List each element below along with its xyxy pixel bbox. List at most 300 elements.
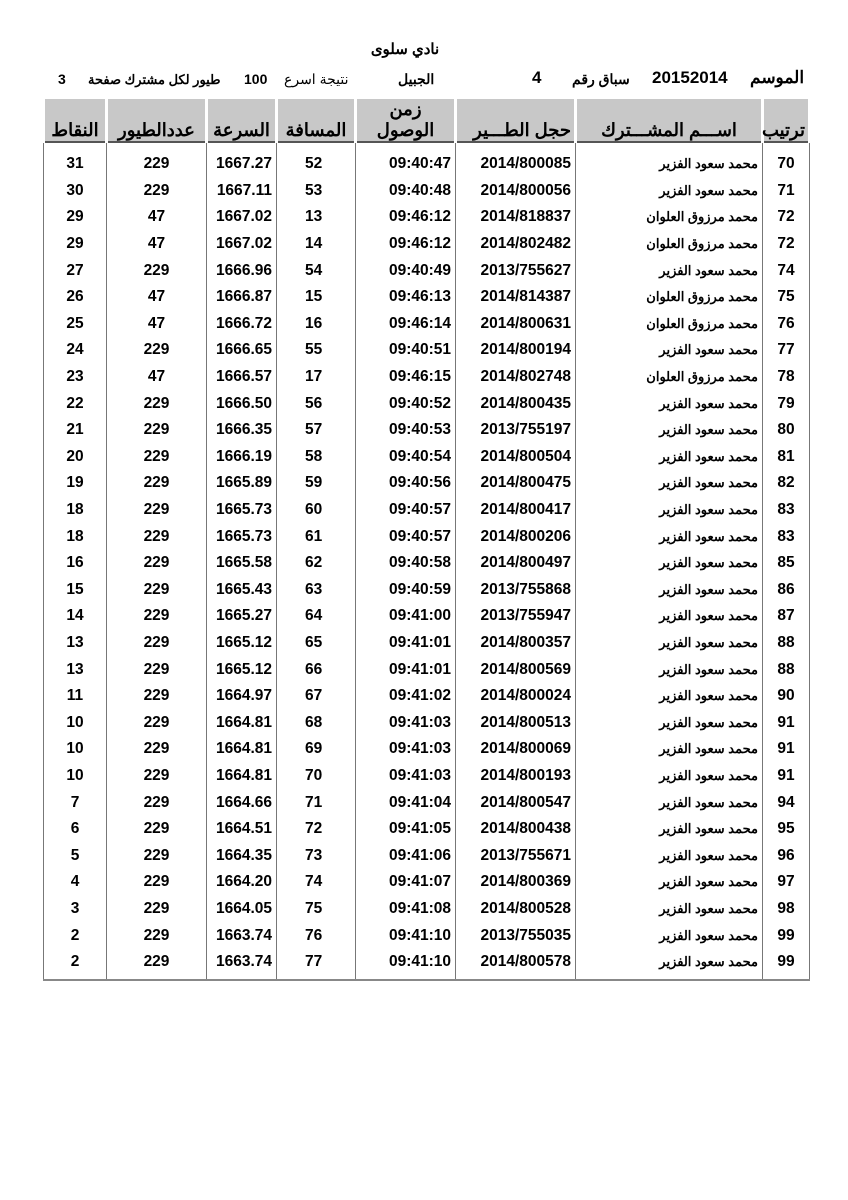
cell-rank: 82 (763, 470, 810, 497)
cell-dist: 14 (277, 231, 356, 258)
cell-speed: 1664.51 (207, 816, 277, 843)
table-row (44, 603, 810, 630)
cell-birds: 229 (107, 577, 207, 604)
cell-dist: 56 (277, 390, 356, 417)
cell-rank: 76 (763, 311, 810, 338)
table-row (44, 922, 810, 949)
cell-time: 09:41:04 (356, 789, 456, 816)
cell-birds: 47 (107, 311, 207, 338)
cell-birds: 229 (107, 842, 207, 869)
cell-dist: 55 (277, 337, 356, 364)
table-row (44, 178, 810, 205)
cell-name: محمد سعود الفزير (576, 683, 763, 710)
cell-rank: 99 (763, 949, 810, 981)
race-location: الجبيل (398, 71, 435, 87)
cell-dist: 15 (277, 284, 356, 311)
cell-speed: 1664.81 (207, 709, 277, 736)
cell-name: محمد سعود الفزير (576, 656, 763, 683)
cell-rank: 88 (763, 656, 810, 683)
cell-points: 24 (44, 337, 107, 364)
cell-birds: 229 (107, 417, 207, 444)
cell-birds: 229 (107, 444, 207, 471)
table-row (44, 257, 810, 284)
cell-speed: 1667.02 (207, 231, 277, 258)
table-row (44, 311, 810, 338)
cell-ring: 2014/802482 (456, 231, 576, 258)
cell-rank: 70 (763, 142, 810, 178)
cell-ring: 2014/800547 (456, 789, 576, 816)
col-points: النقاط (44, 98, 107, 143)
cell-birds: 229 (107, 178, 207, 205)
cell-name: محمد سعود الفزير (576, 257, 763, 284)
cell-name: محمد سعود الفزير (576, 763, 763, 790)
cell-speed: 1664.81 (207, 736, 277, 763)
cell-rank: 72 (763, 231, 810, 258)
cell-points: 7 (44, 789, 107, 816)
cell-ring: 2013/755035 (456, 922, 576, 949)
cell-birds: 229 (107, 789, 207, 816)
cell-speed: 1664.66 (207, 789, 277, 816)
cell-speed: 1664.05 (207, 896, 277, 923)
cell-rank: 97 (763, 869, 810, 896)
table-row (44, 523, 810, 550)
cell-time: 09:40:48 (356, 178, 456, 205)
cell-time: 09:40:58 (356, 550, 456, 577)
table-body (44, 142, 810, 980)
cell-ring: 2014/800194 (456, 337, 576, 364)
cell-time: 09:41:03 (356, 736, 456, 763)
cell-name: محمد سعود الفزير (576, 709, 763, 736)
cell-time: 09:41:08 (356, 896, 456, 923)
cell-time: 09:40:51 (356, 337, 456, 364)
cell-time: 09:41:05 (356, 816, 456, 843)
cell-birds: 229 (107, 390, 207, 417)
cell-time: 09:40:59 (356, 577, 456, 604)
cell-ring: 2014/800206 (456, 523, 576, 550)
cell-points: 16 (44, 550, 107, 577)
table-row (44, 497, 810, 524)
cell-name: محمد مرزوق العلوان (576, 364, 763, 391)
cell-rank: 87 (763, 603, 810, 630)
cell-birds: 229 (107, 497, 207, 524)
table-row (44, 736, 810, 763)
cell-dist: 69 (277, 736, 356, 763)
cell-speed: 1665.12 (207, 656, 277, 683)
cell-birds: 229 (107, 736, 207, 763)
cell-time: 09:40:47 (356, 142, 456, 178)
col-distance: المسافة (277, 98, 356, 143)
cell-speed: 1664.35 (207, 842, 277, 869)
cell-ring: 2014/800369 (456, 869, 576, 896)
cell-rank: 96 (763, 842, 810, 869)
cell-dist: 62 (277, 550, 356, 577)
cell-points: 30 (44, 178, 107, 205)
table-row (44, 417, 810, 444)
table-row (44, 949, 810, 981)
cell-dist: 57 (277, 417, 356, 444)
cell-name: محمد سعود الفزير (576, 497, 763, 524)
table-row (44, 231, 810, 258)
cell-time: 09:41:10 (356, 949, 456, 981)
cell-rank: 88 (763, 630, 810, 657)
cell-dist: 60 (277, 497, 356, 524)
cell-ring: 2014/800504 (456, 444, 576, 471)
cell-speed: 1664.20 (207, 869, 277, 896)
cell-points: 29 (44, 204, 107, 231)
cell-name: محمد سعود الفزير (576, 869, 763, 896)
cell-ring: 2014/800513 (456, 709, 576, 736)
col-birds: عددالطيور (107, 98, 207, 143)
table-row (44, 390, 810, 417)
table-row (44, 656, 810, 683)
cell-speed: 1664.81 (207, 763, 277, 790)
cell-rank: 90 (763, 683, 810, 710)
cell-dist: 54 (277, 257, 356, 284)
season-label: الموسم (750, 68, 805, 87)
cell-time: 09:41:01 (356, 656, 456, 683)
table-row (44, 896, 810, 923)
cell-name: محمد سعود الفزير (576, 444, 763, 471)
table-row (44, 577, 810, 604)
table-row (44, 789, 810, 816)
cell-speed: 1666.96 (207, 257, 277, 284)
cell-points: 2 (44, 949, 107, 981)
cell-points: 10 (44, 763, 107, 790)
cell-points: 13 (44, 656, 107, 683)
table-row (44, 550, 810, 577)
cell-ring: 2014/800024 (456, 683, 576, 710)
cell-birds: 229 (107, 142, 207, 178)
cell-birds: 229 (107, 922, 207, 949)
table-row (44, 683, 810, 710)
col-time: زمن الوصول (356, 98, 456, 143)
cell-time: 09:41:10 (356, 922, 456, 949)
cell-name: محمد سعود الفزير (576, 896, 763, 923)
cell-ring: 2013/755947 (456, 603, 576, 630)
page-number: 3 (58, 71, 66, 87)
cell-name: محمد سعود الفزير (576, 178, 763, 205)
cell-speed: 1666.19 (207, 444, 277, 471)
cell-dist: 68 (277, 709, 356, 736)
table-row (44, 763, 810, 790)
cell-ring: 2014/800357 (456, 630, 576, 657)
cell-dist: 16 (277, 311, 356, 338)
cell-dist: 70 (277, 763, 356, 790)
cell-rank: 91 (763, 763, 810, 790)
cell-points: 27 (44, 257, 107, 284)
cell-rank: 98 (763, 896, 810, 923)
cell-ring: 2014/800497 (456, 550, 576, 577)
cell-dist: 63 (277, 577, 356, 604)
cell-name: محمد سعود الفزير (576, 816, 763, 843)
cell-speed: 1665.89 (207, 470, 277, 497)
cell-ring: 2014/800085 (456, 142, 576, 178)
race-number: 4 (532, 68, 542, 87)
cell-rank: 91 (763, 709, 810, 736)
table-row (44, 204, 810, 231)
col-speed: السرعة (207, 98, 277, 143)
cell-ring: 2013/755868 (456, 577, 576, 604)
cell-time: 09:40:57 (356, 497, 456, 524)
cell-ring: 2014/800569 (456, 656, 576, 683)
table-row (44, 842, 810, 869)
cell-speed: 1665.27 (207, 603, 277, 630)
cell-speed: 1666.57 (207, 364, 277, 391)
cell-time: 09:41:03 (356, 709, 456, 736)
cell-points: 18 (44, 497, 107, 524)
cell-dist: 67 (277, 683, 356, 710)
cell-rank: 81 (763, 444, 810, 471)
cell-speed: 1665.12 (207, 630, 277, 657)
cell-points: 14 (44, 603, 107, 630)
cell-time: 09:40:53 (356, 417, 456, 444)
cell-points: 10 (44, 709, 107, 736)
col-name: اســـم المشـــترك (576, 98, 763, 143)
cell-dist: 74 (277, 869, 356, 896)
cell-time: 09:41:03 (356, 763, 456, 790)
cell-speed: 1665.73 (207, 497, 277, 524)
cell-points: 25 (44, 311, 107, 338)
cell-name: محمد سعود الفزير (576, 922, 763, 949)
cell-dist: 58 (277, 444, 356, 471)
club-name: نادي سلوى (370, 41, 440, 58)
cell-points: 11 (44, 683, 107, 710)
cell-dist: 71 (277, 789, 356, 816)
cell-rank: 83 (763, 523, 810, 550)
cell-ring: 2013/755671 (456, 842, 576, 869)
cell-birds: 229 (107, 630, 207, 657)
cell-speed: 1664.97 (207, 683, 277, 710)
cell-name: محمد سعود الفزير (576, 390, 763, 417)
cell-name: محمد مرزوق العلوان (576, 204, 763, 231)
cell-dist: 59 (277, 470, 356, 497)
cell-dist: 52 (277, 142, 356, 178)
cell-dist: 66 (277, 656, 356, 683)
cell-time: 09:41:06 (356, 842, 456, 869)
birds-count: 100 (244, 71, 268, 87)
cell-speed: 1665.58 (207, 550, 277, 577)
cell-dist: 73 (277, 842, 356, 869)
cell-time: 09:41:07 (356, 869, 456, 896)
col-rank: ترتيب (763, 98, 810, 143)
cell-speed: 1666.65 (207, 337, 277, 364)
per-participant-label: طيور لكل مشترك صفحة (88, 72, 221, 87)
results-table (42, 96, 811, 981)
cell-birds: 47 (107, 204, 207, 231)
cell-rank: 78 (763, 364, 810, 391)
cell-points: 22 (44, 390, 107, 417)
table-row (44, 364, 810, 391)
cell-speed: 1667.02 (207, 204, 277, 231)
table-row (44, 816, 810, 843)
cell-ring: 2014/800528 (456, 896, 576, 923)
cell-points: 23 (44, 364, 107, 391)
cell-birds: 229 (107, 550, 207, 577)
cell-birds: 47 (107, 284, 207, 311)
cell-rank: 80 (763, 417, 810, 444)
cell-name: محمد سعود الفزير (576, 949, 763, 981)
cell-name: محمد سعود الفزير (576, 603, 763, 630)
cell-rank: 83 (763, 497, 810, 524)
cell-points: 31 (44, 142, 107, 178)
cell-points: 20 (44, 444, 107, 471)
cell-points: 29 (44, 231, 107, 258)
cell-points: 26 (44, 284, 107, 311)
cell-time: 09:40:56 (356, 470, 456, 497)
table-row (44, 470, 810, 497)
cell-rank: 99 (763, 922, 810, 949)
cell-dist: 61 (277, 523, 356, 550)
cell-speed: 1666.87 (207, 284, 277, 311)
table-row (44, 337, 810, 364)
cell-dist: 76 (277, 922, 356, 949)
cell-name: محمد سعود الفزير (576, 550, 763, 577)
cell-ring: 2014/800438 (456, 816, 576, 843)
cell-time: 09:41:01 (356, 630, 456, 657)
cell-ring: 2014/800631 (456, 311, 576, 338)
cell-name: محمد سعود الفزير (576, 789, 763, 816)
cell-name: محمد مرزوق العلوان (576, 311, 763, 338)
table-header-row (44, 98, 810, 143)
cell-birds: 229 (107, 896, 207, 923)
cell-dist: 13 (277, 204, 356, 231)
cell-name: محمد سعود الفزير (576, 842, 763, 869)
cell-rank: 75 (763, 284, 810, 311)
cell-points: 13 (44, 630, 107, 657)
cell-birds: 229 (107, 523, 207, 550)
cell-points: 18 (44, 523, 107, 550)
cell-dist: 72 (277, 816, 356, 843)
cell-rank: 77 (763, 337, 810, 364)
cell-points: 5 (44, 842, 107, 869)
cell-speed: 1665.43 (207, 577, 277, 604)
cell-ring: 2014/800069 (456, 736, 576, 763)
cell-rank: 94 (763, 789, 810, 816)
cell-ring: 2014/814387 (456, 284, 576, 311)
cell-time: 09:40:57 (356, 523, 456, 550)
table-row (44, 709, 810, 736)
cell-speed: 1666.72 (207, 311, 277, 338)
cell-time: 09:40:49 (356, 257, 456, 284)
cell-dist: 75 (277, 896, 356, 923)
cell-ring: 2013/755197 (456, 417, 576, 444)
cell-dist: 77 (277, 949, 356, 981)
cell-time: 09:46:12 (356, 204, 456, 231)
cell-birds: 47 (107, 231, 207, 258)
cell-name: محمد سعود الفزير (576, 470, 763, 497)
cell-birds: 229 (107, 603, 207, 630)
table-row (44, 284, 810, 311)
cell-speed: 1665.73 (207, 523, 277, 550)
cell-time: 09:46:15 (356, 364, 456, 391)
cell-ring: 2014/800435 (456, 390, 576, 417)
cell-rank: 71 (763, 178, 810, 205)
cell-speed: 1667.11 (207, 178, 277, 205)
cell-ring: 2013/755627 (456, 257, 576, 284)
cell-points: 19 (44, 470, 107, 497)
cell-ring: 2014/800056 (456, 178, 576, 205)
cell-birds: 229 (107, 816, 207, 843)
table-row (44, 444, 810, 471)
cell-rank: 72 (763, 204, 810, 231)
cell-time: 09:46:12 (356, 231, 456, 258)
cell-ring: 2014/800417 (456, 497, 576, 524)
cell-birds: 229 (107, 683, 207, 710)
table-row (44, 630, 810, 657)
cell-dist: 17 (277, 364, 356, 391)
cell-dist: 64 (277, 603, 356, 630)
cell-rank: 79 (763, 390, 810, 417)
cell-rank: 91 (763, 736, 810, 763)
cell-points: 15 (44, 577, 107, 604)
cell-dist: 65 (277, 630, 356, 657)
cell-name: محمد سعود الفزير (576, 337, 763, 364)
cell-ring: 2014/802748 (456, 364, 576, 391)
cell-speed: 1667.27 (207, 142, 277, 178)
race-label: سباق رقم (572, 71, 630, 87)
cell-time: 09:40:52 (356, 390, 456, 417)
cell-points: 4 (44, 869, 107, 896)
cell-name: محمد مرزوق العلوان (576, 284, 763, 311)
cell-birds: 229 (107, 709, 207, 736)
cell-speed: 1663.74 (207, 922, 277, 949)
cell-speed: 1666.50 (207, 390, 277, 417)
cell-time: 09:40:54 (356, 444, 456, 471)
cell-speed: 1666.35 (207, 417, 277, 444)
cell-time: 09:46:14 (356, 311, 456, 338)
cell-ring: 2014/800475 (456, 470, 576, 497)
cell-rank: 95 (763, 816, 810, 843)
result-label: نتيجة اسرع (284, 71, 349, 87)
cell-rank: 74 (763, 257, 810, 284)
cell-birds: 229 (107, 656, 207, 683)
cell-birds: 229 (107, 337, 207, 364)
cell-time: 09:41:02 (356, 683, 456, 710)
cell-name: محمد مرزوق العلوان (576, 231, 763, 258)
cell-rank: 85 (763, 550, 810, 577)
table-row (44, 869, 810, 896)
cell-name: محمد سعود الفزير (576, 523, 763, 550)
cell-name: محمد سعود الفزير (576, 736, 763, 763)
cell-birds: 229 (107, 257, 207, 284)
cell-birds: 229 (107, 470, 207, 497)
cell-ring: 2014/818837 (456, 204, 576, 231)
cell-points: 21 (44, 417, 107, 444)
cell-birds: 229 (107, 949, 207, 981)
cell-time: 09:46:13 (356, 284, 456, 311)
cell-name: محمد سعود الفزير (576, 142, 763, 178)
cell-points: 3 (44, 896, 107, 923)
table-row (44, 142, 810, 178)
cell-dist: 53 (277, 178, 356, 205)
cell-name: محمد سعود الفزير (576, 630, 763, 657)
cell-birds: 47 (107, 364, 207, 391)
cell-time: 09:41:00 (356, 603, 456, 630)
season-value: 20152014 (652, 68, 728, 87)
cell-rank: 86 (763, 577, 810, 604)
cell-points: 10 (44, 736, 107, 763)
cell-ring: 2014/800578 (456, 949, 576, 981)
cell-points: 2 (44, 922, 107, 949)
cell-name: محمد سعود الفزير (576, 577, 763, 604)
cell-ring: 2014/800193 (456, 763, 576, 790)
cell-birds: 229 (107, 869, 207, 896)
cell-name: محمد سعود الفزير (576, 417, 763, 444)
cell-points: 6 (44, 816, 107, 843)
cell-speed: 1663.74 (207, 949, 277, 981)
cell-birds: 229 (107, 763, 207, 790)
col-ring: حجل الطـــير (456, 98, 576, 143)
